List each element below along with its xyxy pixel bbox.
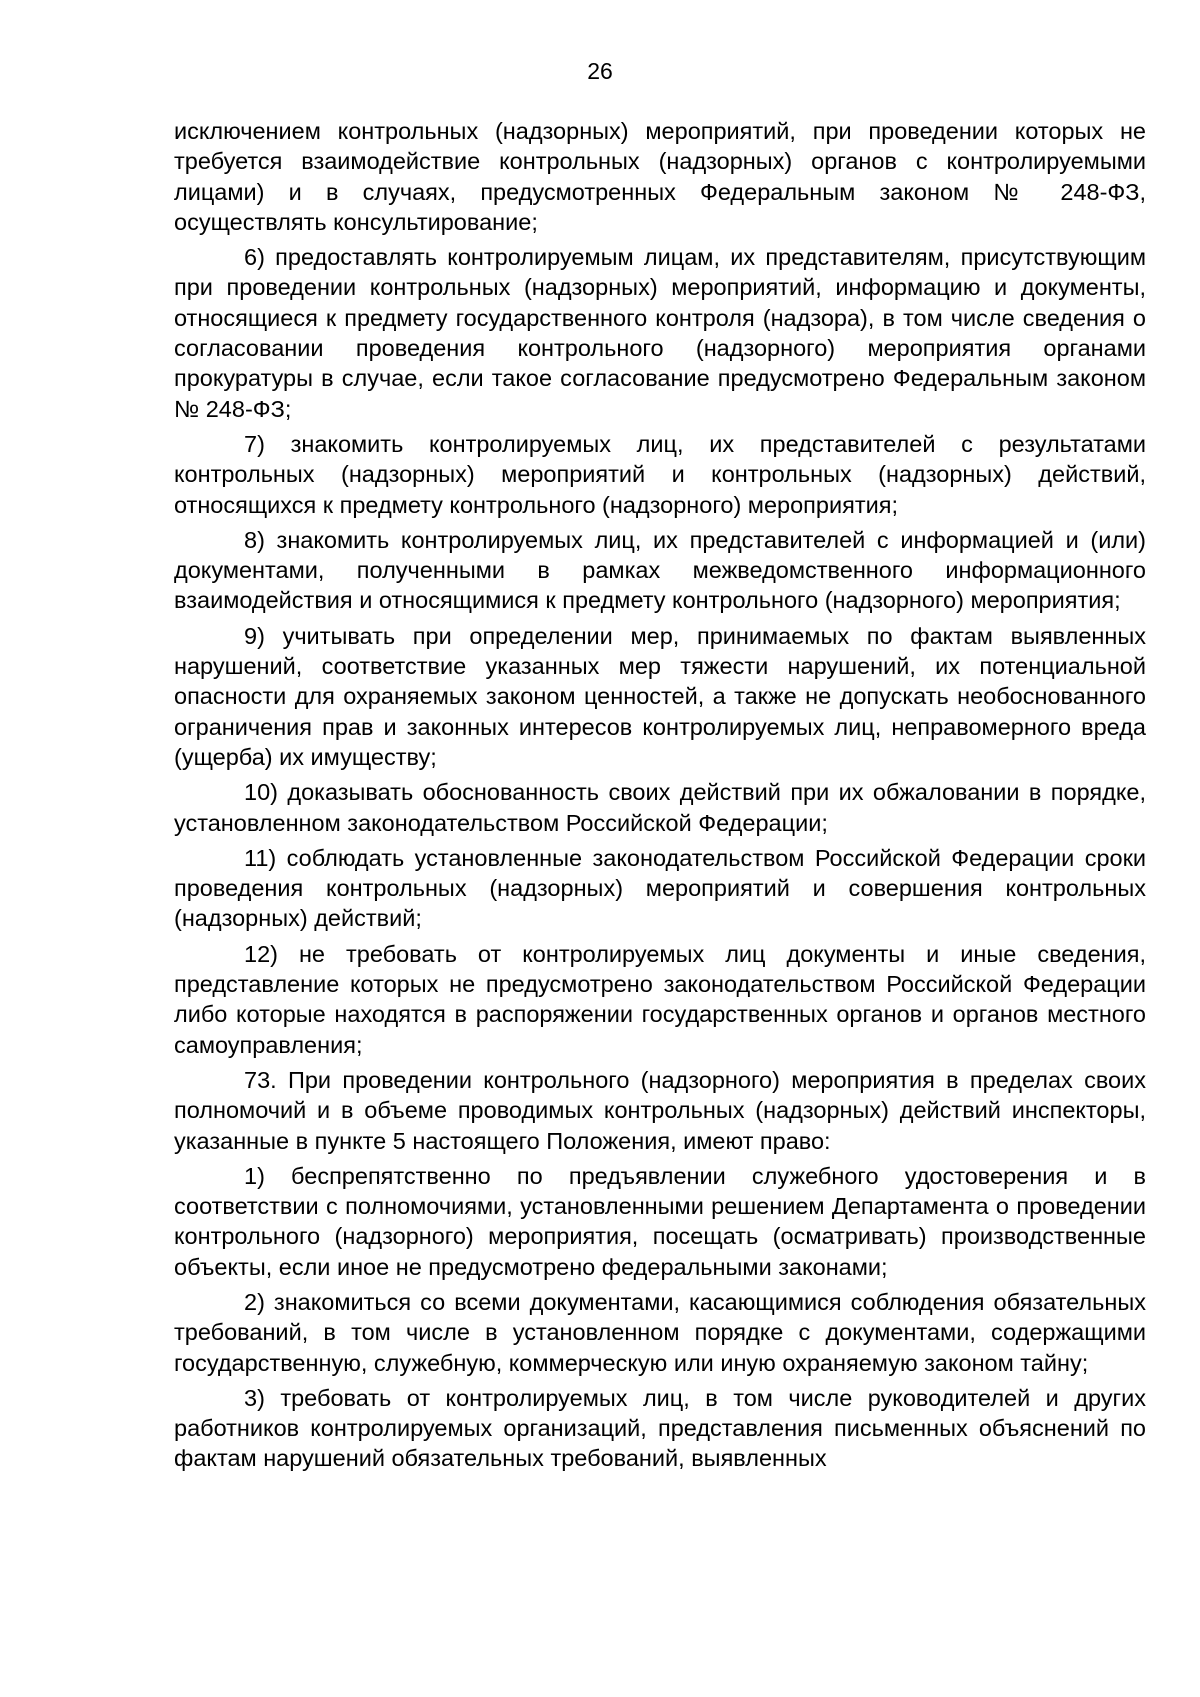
paragraph-item-11: 11) соблюдать установленные законодательством Российской Федерации сроки проведения контрольных (надзорных) мероприятий и совершения контрольных (надзорных) действий; bbox=[174, 844, 1146, 932]
paragraph-item-10: 10) доказывать обоснованность своих действий при их обжаловании в порядке, установленном законодательством Российской Федерации; bbox=[174, 779, 1146, 836]
paragraph-right-3: 3) требовать от контролируемых лиц, в том числе руководителей и других работников контролируемых организаций, представления письменных объяснений по фактам нарушений обязательных требований, выявленных bbox=[174, 1384, 1146, 1472]
paragraph-right-1: 1) беспрепятственно по предъявлении служебного удостоверения и в соответствии с полномочиями, установленными решением Департамента о проведении контрольного (надзорного) мероприятия, посещать (осматривать) производственные объекты, если иное не предусмотрено федеральными законами; bbox=[174, 1162, 1146, 1280]
paragraph-item-8: 8) знакомить контролируемых лиц, их представителей с информацией и (или) документами, полученными в рамках межведомственного информационного взаимодействия и относящимися к предмету контрольного (надзорного) мероприятия; bbox=[174, 526, 1146, 614]
paragraph-item-6: 6) предоставлять контролируемым лицам, их представителям, присутствующим при проведении контрольных (надзорных) мероприятий, информацию и документы, относящиеся к предмету государственного контроля (надзора), в том числе сведения о согласовании проведения контрольного (надзорного) мероприятия органами прокуратуры в случае, если такое согласование предусмотрено Федеральным законом № 248-ФЗ; bbox=[174, 244, 1146, 422]
paragraph-item-9: 9) учитывать при определении мер, принимаемых по фактам выявленных нарушений, соответствие указанных мер тяжести нарушений, их потенциальной опасности для охраняемых законом ценностей, а также не допускать необоснованного ограничения прав и законных интересов контролируемых лиц, неправомерного вреда (ущерба) их имуществу; bbox=[174, 622, 1146, 770]
paragraph-continuation: исключением контрольных (надзорных) мероприятий, при проведении которых не требуется взаимодействие контрольных (надзорных) органов с контролируемыми лицами) и в случаях, предусмотренных Федеральным законом № 248-ФЗ, осуществлять консультирование; bbox=[174, 118, 1146, 235]
paragraph-section-73: 73. При проведении контрольного (надзорного) мероприятия в пределах своих полномочий и в объеме проводимых контрольных (надзорных) действий инспекторы, указанные в пункте 5 настоящего Положения, имеют право: bbox=[174, 1066, 1146, 1154]
document-body bbox=[174, 116, 1146, 1479]
paragraph-right-2: 2) знакомиться со всеми документами, касающимися соблюдения обязательных требований, в том числе в установленном порядке с документами, содержащими государственную, служебную, коммерческую или иную охраняемую законом тайну; bbox=[174, 1288, 1146, 1376]
page-number: 26 bbox=[587, 58, 613, 84]
paragraph-item-7: 7) знакомить контролируемых лиц, их представителей с результатами контрольных (надзорных) мероприятий и контрольных (надзорных) действий, относящихся к предмету контрольного (надзорного) мероприятия; bbox=[174, 430, 1146, 518]
paragraph-item-12: 12) не требовать от контролируемых лиц документы и иные сведения, представление которых не предусмотрено законодательством Российской Федерации либо которые находятся в распоряжении государственных органов и органов местного самоуправления; bbox=[174, 940, 1146, 1058]
